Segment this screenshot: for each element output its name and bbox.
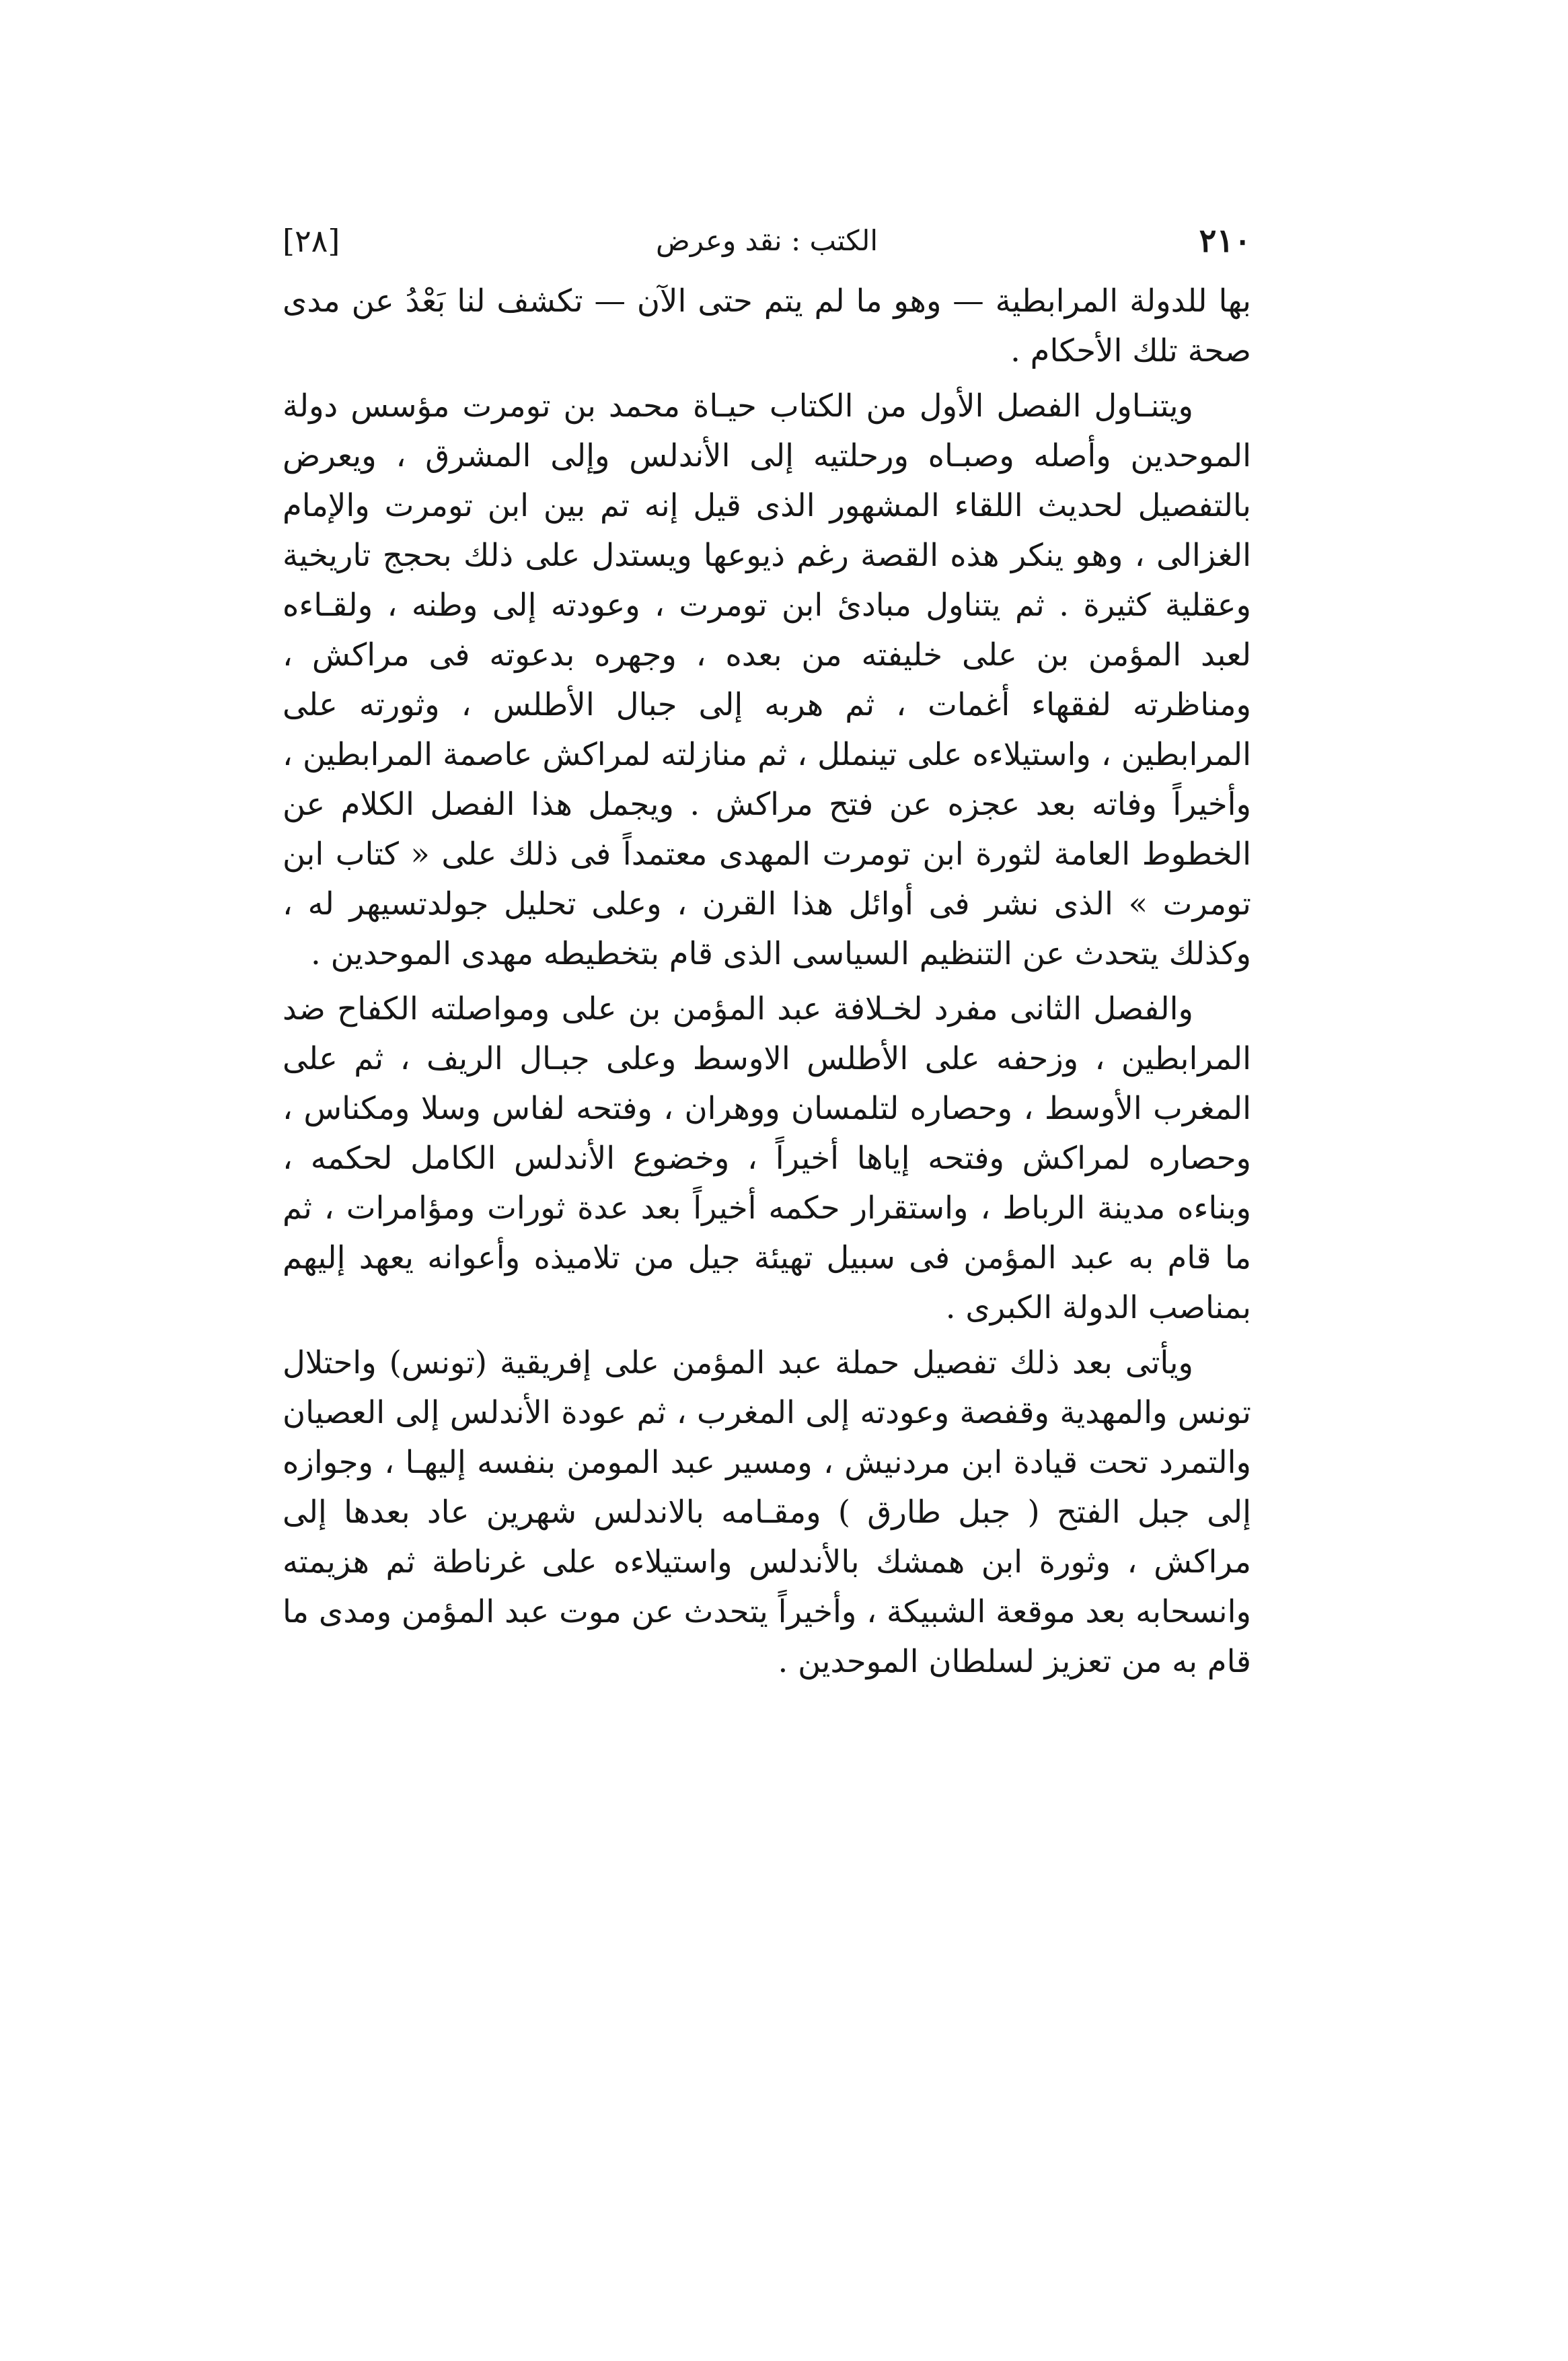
running-title: الكتب : نقد وعرض	[655, 224, 879, 257]
paragraph-chapter-two: والفصل الثانى مفرد لخـلافة عبد المؤمن بن على ومواصلته الكفاح ضد المرابطين ، وزحفه على الأطلس الاوسط وعلى جبـال الريف ، ثم على المغرب الأوسط ، وحصاره لتلمسان ووهران ، وفتحه لفاس وسلا ومكناس ، وحصاره لمراكش وفتحه إياها أخيراً ، وخضوع الأندلس الكامل لحكمه ، وبناءه مدينة الرباط ، واستقرار حكمه أخيراً بعد عدة ثورات ومؤامرات ، ثم ما قام به عبد المؤمن فى سبيل تهيئة جيل من تلاميذه وأعوانه يعهد إليهم بمناصب الدولة الكبرى .	[283, 990, 1251, 1325]
reference-number: [٢٨]	[283, 223, 340, 259]
page-number: ٢١٠	[1199, 222, 1251, 260]
body-text	[283, 276, 1251, 1692]
paragraph-ifriqiya-campaign: ويأتى بعد ذلك تفصيل حملة عبد المؤمن على إفريقية (تونس) واحتلال تونس والمهدية وقفصة وعودته إلى المغرب ، ثم عودة الأندلس إلى العصيان والتمرد تحت قيادة ابن مردنيش ، ومسير عبد المومن بنفسه إليهـا ، وجوازه إلى جبل الفتح ( جبل طارق ) ومقـامه بالاندلس شهرين عاد بعدها إلى مراكش ، وثورة ابن همشك بالأندلس واستيلاءه على غرناطة ثم هزيمته وانسحابه بعد موقعة الشبيكة ، وأخيراً يتحدث عن موت عبد المؤمن ومدى ما قام به من تعزيز لسلطان الموحدين .	[283, 1344, 1251, 1679]
paragraph-chapter-one: ويتنـاول الفصل الأول من الكتاب حيـاة محمد بن تومرت مؤسس دولة الموحدين وأصله وصبـاه ورحلتيه إلى الأندلس وإلى المشرق ، ويعرض بالتفصيل لحديث اللقاء المشهور الذى قيل إنه تم بين ابن تومرت والإمام الغزالى ، وهو ينكر هذه القصة رغم ذيوعها ويستدل على ذلك بحجج تاريخية وعقلية كثيرة . ثم يتناول مبادئ ابن تومرت ، وعودته إلى وطنه ، ولقـاءه لعبد المؤمن بن على خليفته من بعده ، وجهره بدعوته فى مراكش ، ومناظرته لفقهاء أغمات ، ثم هربه إلى جبال الأطلس ، وثورته على المرابطين ، واستيلاءه على تينملل ، ثم منازلته لمراكش عاصمة المرابطين ، وأخيراً وفاته بعد عجزه عن فتح مراكش . ويجمل هذا الفصل الكلام عن الخطوط العامة لثورة ابن تومرت المهدى معتمداً فى ذلك على « كتاب ابن تومرت » الذى نشر فى أوائل هذا القرن ، وعلى تحليل جولدتسيهر له ، وكذلك يتحدث عن التنظيم السياسى الذى قام بتخطيطه مهدى الموحدين .	[283, 388, 1251, 972]
paragraph-continuation: بها للدولة المرابطية — وهو ما لم يتم حتى الآن — تكشف لنا بَعْدُ عن مدى صحة تلك الأحكام .	[283, 283, 1251, 369]
page-header	[283, 214, 1251, 268]
